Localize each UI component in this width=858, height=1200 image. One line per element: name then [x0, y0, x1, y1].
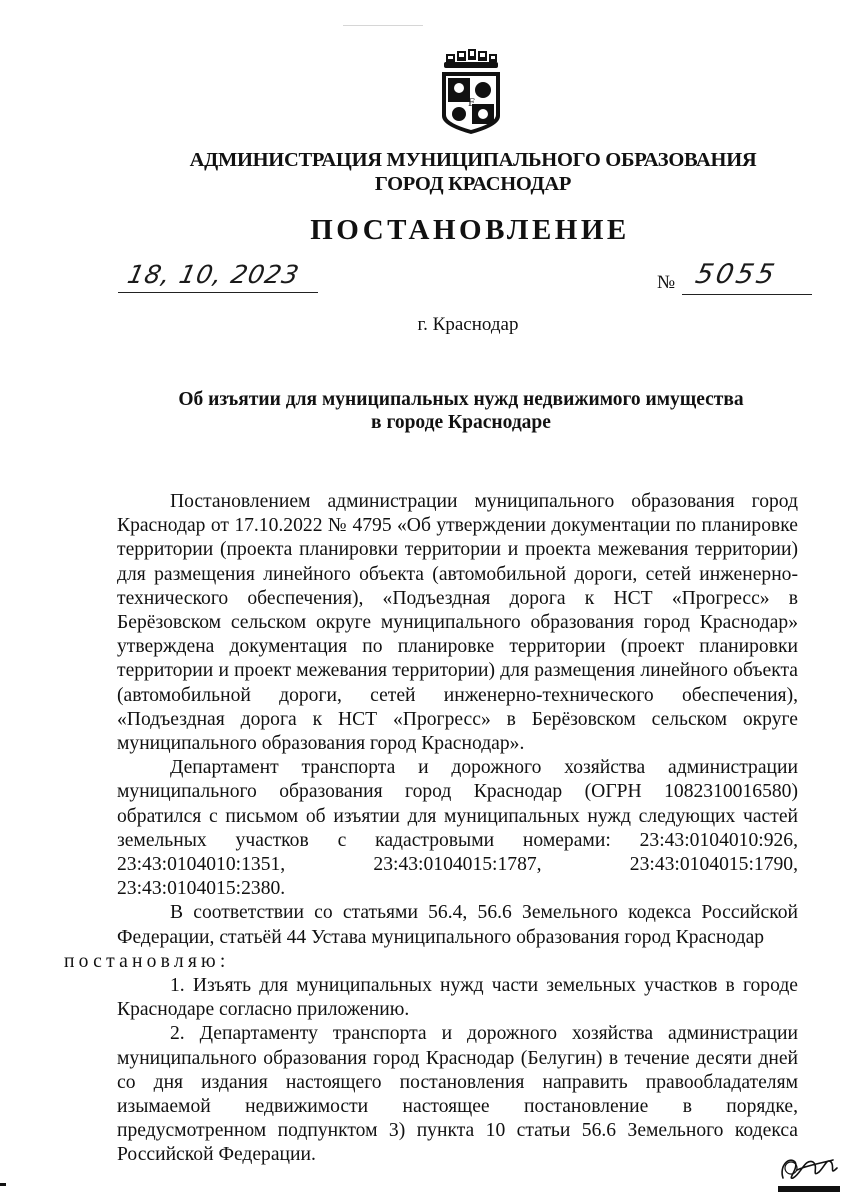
paragraph-department-request: Департамент транспорта и дорожного хозяйства администрации муниципального образования город Краснодар (ОГРН 1082310016580) обратился с письмом об изъятии для муниципальных нужд следующих частей земельных участков с кадастровыми номерами: 23:43:0104010:926, 23:43:0104010:1351, 23:43:0104015:1787, 23:43:0104015:1790, 23:43:0104015:2380.: [117, 757, 798, 900]
organization-name: [0, 148, 858, 196]
handwritten-date: 18, 10, 2023: [124, 260, 303, 289]
decree-word: постановляю:: [64, 950, 230, 972]
signature-icon: [775, 1148, 845, 1188]
number-label: №: [657, 272, 676, 293]
clause-1: 1. Изъять для муниципальных нужд части земельных участков в городе Краснодаре согласно приложению.: [117, 975, 798, 1021]
scan-artifact: [343, 25, 423, 26]
scan-edge-mark: [0, 1183, 6, 1186]
title-line-2: в городе Краснодаре: [371, 412, 551, 433]
document-type: ПОСТАНОВЛЕНИЕ: [310, 214, 630, 246]
handwritten-number: 5055: [692, 259, 781, 290]
date-field: [118, 262, 318, 293]
number-field: [682, 259, 812, 295]
coat-of-arms-icon: [438, 48, 504, 136]
paragraph-preamble: Постановлением администрации муниципального образования город Краснодар от 17.10.2022 № 4795 «Об утверждении документации по планировке территории (проекта планировки территории и проекта межевания территории) для размещения линейного объекта (автомобильной дороги, сетей инженерно-технического обеспечения), «Подъездная дорога к НСТ «Прогресс» в Берёзовском сельском округе муниципального образования город Краснодар» утверждена документация по планировке территории (проект планировки территории и проект межевания территории) для размещения линейного объекта (автомобильной дороги, сетей инженерно-технического обеспечения), «Подъездная дорога к НСТ «Прогресс» в Берёзовском сельском округе муниципального образования город Краснодар».: [117, 491, 798, 755]
document-title: [0, 388, 858, 434]
city-name: г. Краснодар: [417, 314, 519, 335]
paragraph-legal-basis: [64, 901, 798, 974]
document-body: [64, 490, 798, 1168]
signature-stamp-bar: [778, 1186, 840, 1192]
title-line-1: Об изъятии для муниципальных нужд недвижимого имущества: [178, 389, 744, 410]
legal-basis-text: В соответствии со статьями 56.4, 56.6 Земельного кодекса Российской Федерации, статьёй 44 Устава муниципального образования город Краснодар: [117, 902, 798, 948]
organization-line-1: АДМИНИСТРАЦИЯ МУНИЦИПАЛЬНОГО ОБРАЗОВАНИЯ: [189, 149, 757, 171]
organization-line-2: ГОРОД КРАСНОДАР: [374, 173, 572, 195]
svg-text:Е: Е: [468, 98, 476, 109]
clause-2: 2. Департаменту транспорта и дорожного хозяйства администрации муниципального образования город Краснодар (Белугин) в течение десяти дней со дня издания настоящего постановления направить правообладателям изымаемой недвижимости настоящее постановление в порядке, предусмотренном подпунктом 3) пункта 10 статьи 56.6 Земельного кодекса Российской Федерации.: [117, 1023, 798, 1166]
